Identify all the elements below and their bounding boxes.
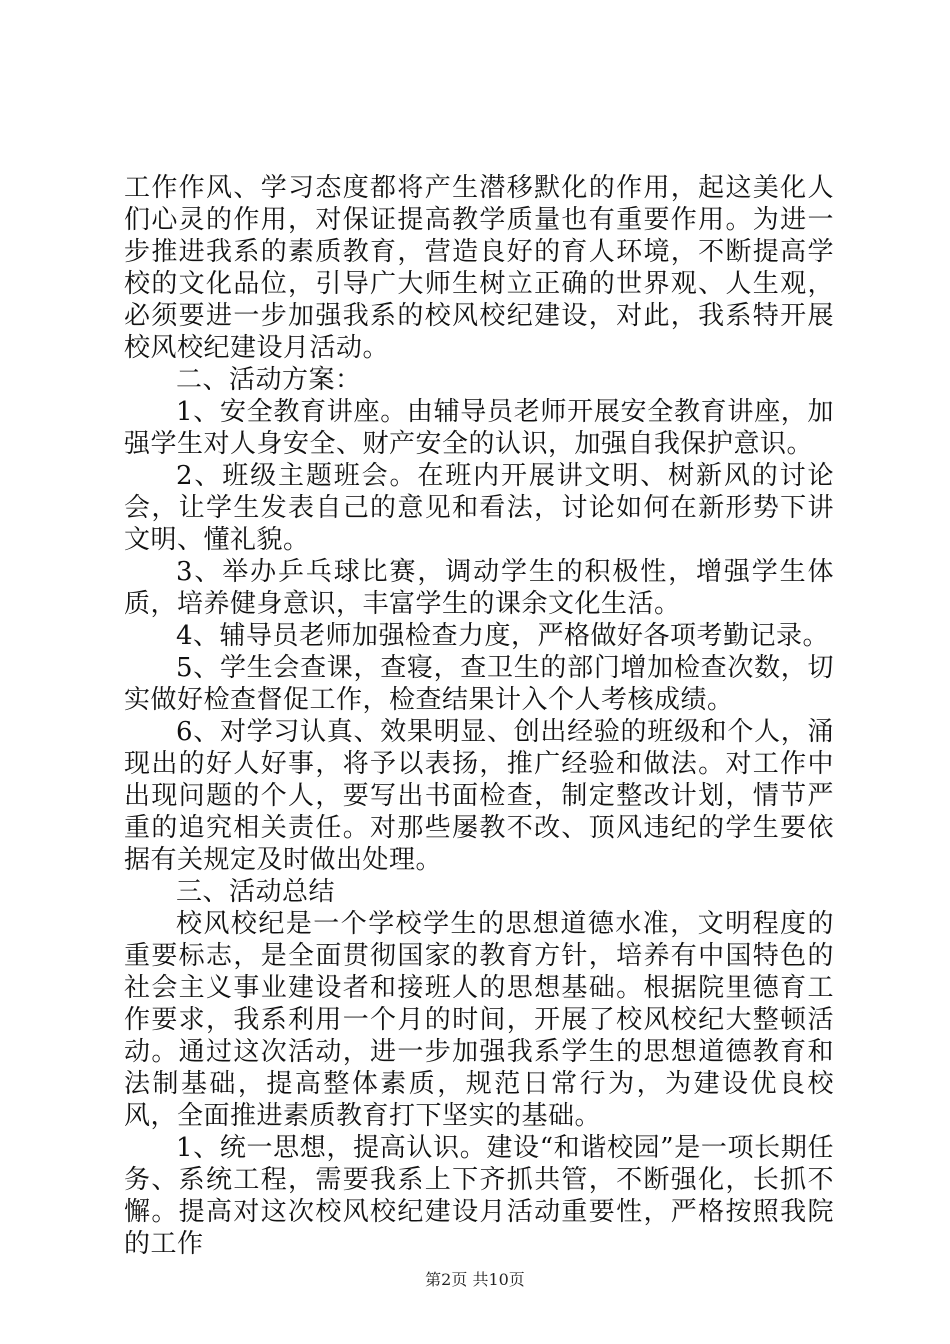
- summary-item-1: 1、统一思想，提高认识。建设“和谐校园”是一项长期任务、系统工程，需要我系上下齐抓共管，不断强化，长抓不懈。提高对这次校风校纪建设月活动重要性，严格按照我院的工作: [124, 1133, 834, 1259]
- plan-item-5: 5、学生会查课，查寝，查卫生的部门增加检查次数，切实做好检查督促工作，检查结果计入个人考核成绩。: [124, 653, 834, 715]
- plan-item-2: 2、班级主题班会。在班内开展讲文明、树新风的讨论会，让学生发表自己的意见和看法，讨论如何在新形势下讲文明、懂礼貌。: [124, 461, 834, 555]
- page-footer: 第2页 共10页: [425, 1270, 525, 1289]
- plan-item-1: 1、安全教育讲座。由辅导员老师开展安全教育讲座，加强学生对人身安全、财产安全的认识，加强自我保护意识。: [124, 397, 834, 459]
- paragraph-intro-continued: 工作作风、学习态度都将产生潜移默化的作用，起这美化人们心灵的作用，对保证提高教学质量也有重要作用。为进一步推进我系的素质教育，营造良好的育人环境，不断提高学校的文化品位，引导广大师生树立正确的世界观、人生观，必须要进一步加强我系的校风校纪建设，对此，我系特开展校风校纪建设月活动。: [124, 173, 834, 363]
- document-body: [124, 172, 834, 1260]
- heading-activity-summary: 三、活动总结: [176, 877, 336, 907]
- plan-item-4: 4、辅导员老师加强检查力度，严格做好各项考勤记录。: [176, 621, 830, 651]
- summary-paragraph: 校风校纪是一个学校学生的思想道德水准，文明程度的重要标志，是全面贯彻国家的教育方针，培养有中国特色的社会主义事业建设者和接班人的思想基础。根据院里德育工作要求，我系利用一个月的时间，开展了校风校纪大整顿活动。通过这次活动，进一步加强我系学生的思想道德教育和法制基础，提高整体素质，规范日常行为，为建设优良校风，全面推进素质教育打下坚实的基础。: [124, 909, 834, 1131]
- plan-item-3: 3、举办乒乓球比赛，调动学生的积极性，增强学生体质，培养健身意识，丰富学生的课余文化生活。: [124, 557, 834, 619]
- heading-activity-plan: 二、活动方案：: [176, 365, 362, 395]
- plan-item-6: 6、对学习认真、效果明显、创出经验的班级和个人，涌现出的好人好事，将予以表扬，推广经验和做法。对工作中出现问题的个人，要写出书面检查，制定整改计划，情节严重的追究相关责任。对那些屡教不改、顶风违纪的学生要依据有关规定及时做出处理。: [124, 717, 834, 875]
